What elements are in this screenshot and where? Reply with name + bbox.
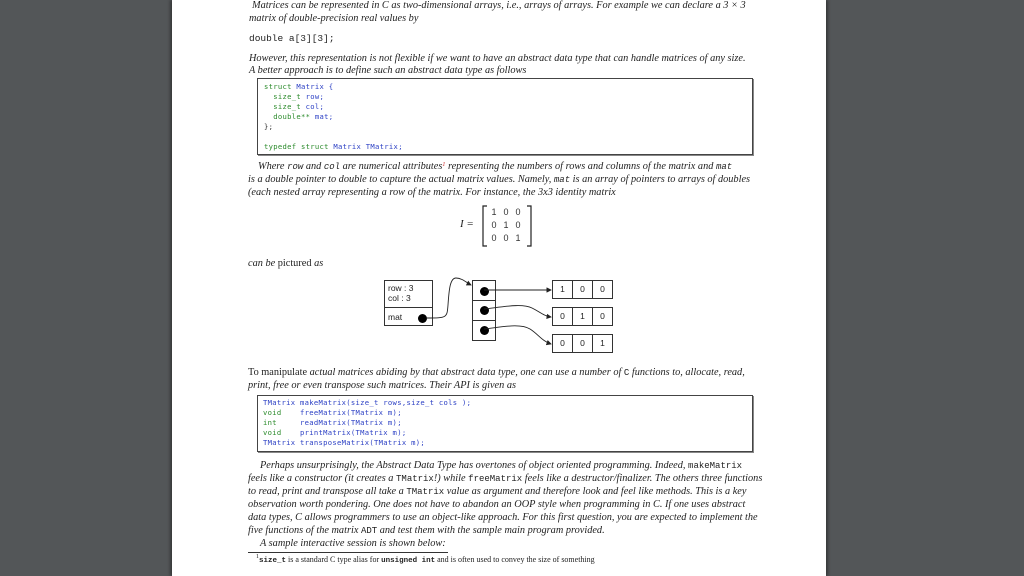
document-page: [172, 0, 826, 576]
paragraph-6-line-1: Perhaps unsurprisingly, the Abstract Data Type has overtones of object oriented programming. Indeed, makeMatrix: [260, 460, 743, 471]
paragraph-2-line-2: A better approach is to define such an abstract data type as follows: [249, 65, 527, 76]
paragraph-3-line-1: Where row and col are numerical attributes$^1$ representing the numbers of rows and columns of the matrix and mat: [258, 161, 733, 172]
code-declaration: double a[3][3];: [249, 33, 335, 44]
paragraph-6-line-6: five functions of the matrix ADT and test them with the sample main program provided.: [248, 525, 605, 536]
paragraph-6-line-5: data types, C allows programmers to use an object-like approach. For this first question, you are expected to implement the: [248, 512, 758, 523]
footnote: $^1$size_t is a standard C type alias for unsigned int and is often used to convey the size of something: [256, 554, 595, 565]
paragraph-6-line-3: to read, print and transpose all take a TMatrix value as argument and therefore look and feel like methods. This is a key: [248, 486, 747, 497]
footnote-rule: [248, 552, 448, 553]
matrix-label: I =: [460, 218, 474, 230]
row-1-cell: 0: [592, 280, 613, 299]
paragraph-3-line-2: is a double pointer to double to capture the actual matrix values. Namely, mat is an array of pointers to arrays of doubles: [248, 174, 751, 185]
row-3-cell: 0: [552, 334, 573, 353]
paragraph-2-line-1: However, this representation is not flexible if we want to have an abstract data type that can handle matrices of any size.: [249, 53, 746, 64]
matrix-memory-diagram: [372, 275, 632, 360]
diagram-arrows: [372, 275, 632, 360]
paragraph-5-line-2: print, free or even transpose such matrices. Their API is given as: [248, 380, 516, 391]
struct-box: row : 3 col : 3 mat: [384, 280, 433, 326]
code-line: struct Matrix {: [264, 82, 334, 91]
api-code-block: [257, 395, 753, 452]
code-line: size_t col;: [264, 102, 325, 111]
code-line: typedef struct Matrix TMatrix;: [264, 142, 403, 151]
code-line: TMatrix transposeMatrix(TMatrix m);: [263, 438, 425, 447]
code-line: void freeMatrix(TMatrix m);: [263, 408, 402, 417]
paragraph-6-line-2: feels like a constructor (it creates a TMatrix!) while freeMatrix feels like a destructor/finalizer. The others three functions: [248, 473, 763, 484]
row-3-cell: 1: [592, 334, 613, 353]
row-2-cell: 0: [552, 307, 573, 326]
paragraph-6-line-4: observation worth pondering. One does not have to abandon an OOP style when programming in C. If one uses abstract: [248, 499, 746, 510]
paragraph-4: can be pictured as: [248, 258, 324, 269]
code-line: double** mat;: [264, 112, 334, 121]
row-2-cell: 0: [592, 307, 613, 326]
paragraph-1-line-2: matrix of double-precision real values by: [249, 13, 419, 24]
paragraph-1-line-1: Matrices can be represented in C as two-dimensional arrays, i.e., arrays of arrays. For example we can declare a 3 × 3: [252, 0, 746, 11]
code-line: TMatrix makeMatrix(size_t rows,size_t cols );: [263, 398, 472, 407]
row-1-cell: 1: [552, 280, 573, 299]
paragraph-6-line-7: A sample interactive session is shown below:: [260, 538, 446, 549]
code-line: size_t row;: [264, 92, 325, 101]
row-3-cell: 0: [572, 334, 593, 353]
identity-matrix-equation: I = 1 0 0 0 1 0 0 0 1: [460, 205, 540, 247]
code-line: void printMatrix(TMatrix m);: [263, 428, 407, 437]
footnote-reference[interactable]: 1: [442, 162, 446, 168]
row-2-cell: 1: [572, 307, 593, 326]
code-line: };: [264, 122, 274, 131]
struct-code-block: [257, 78, 753, 155]
row-1-cell: 0: [572, 280, 593, 299]
paragraph-3-line-3: (each nested array representing a row of the matrix. For instance, the 3x3 identity matrix: [248, 187, 616, 198]
code-line: int readMatrix(TMatrix m);: [263, 418, 402, 427]
paragraph-5-line-1: To manipulate actual matrices abiding by that abstract data type, one can use a number of C functions to, allocate, read,: [248, 367, 745, 378]
